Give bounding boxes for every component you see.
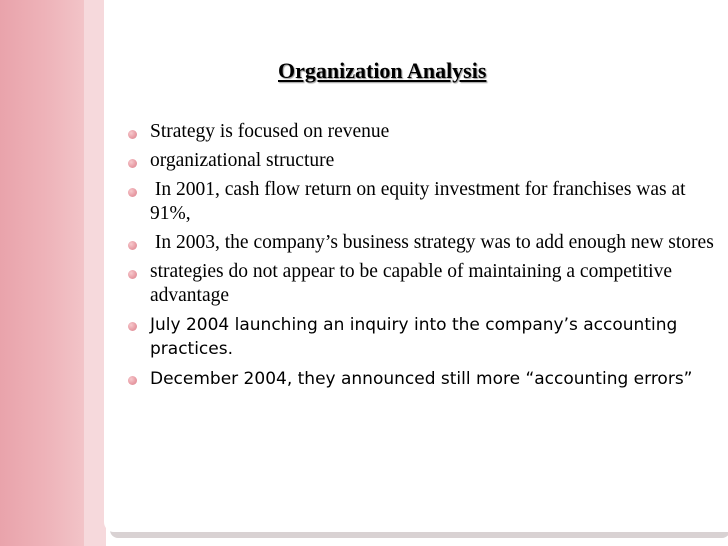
bullet-icon [128,188,137,197]
bullet-icon [128,322,137,331]
bullet-item [124,178,714,226]
left-decorative-strip [84,0,106,546]
bullet-text: organizational structure [150,150,335,171]
bullet-icon [128,270,137,279]
bullet-icon [128,376,137,385]
bullet-text: strategies do not appear to be capable of maintaining a competitive advantage [150,261,672,306]
bullet-text: In 2001, cash flow return on equity investment for franchises was at 91%, [150,179,691,224]
bullet-item [124,120,714,144]
bullet-text: In 2003, the company’s business strategy was to add enough new stores [150,232,714,253]
left-decorative-band [0,0,84,546]
bullet-item [124,367,714,391]
slide-title: Organization Analysis [278,58,487,83]
bullet-item [124,313,714,361]
bullet-icon [128,130,137,139]
bullet-icon [128,241,137,250]
bullet-list [124,120,714,397]
bullet-icon [128,159,137,168]
bullet-text: Strategy is focused on revenue [150,121,390,142]
bullet-text: July 2004 launching an inquiry into the company’s accounting practices. [150,315,678,359]
bullet-text: December 2004, they announced still more “accounting errors” [150,369,693,389]
bullet-item [124,231,714,255]
bullet-item [124,260,714,308]
bullet-item [124,149,714,173]
